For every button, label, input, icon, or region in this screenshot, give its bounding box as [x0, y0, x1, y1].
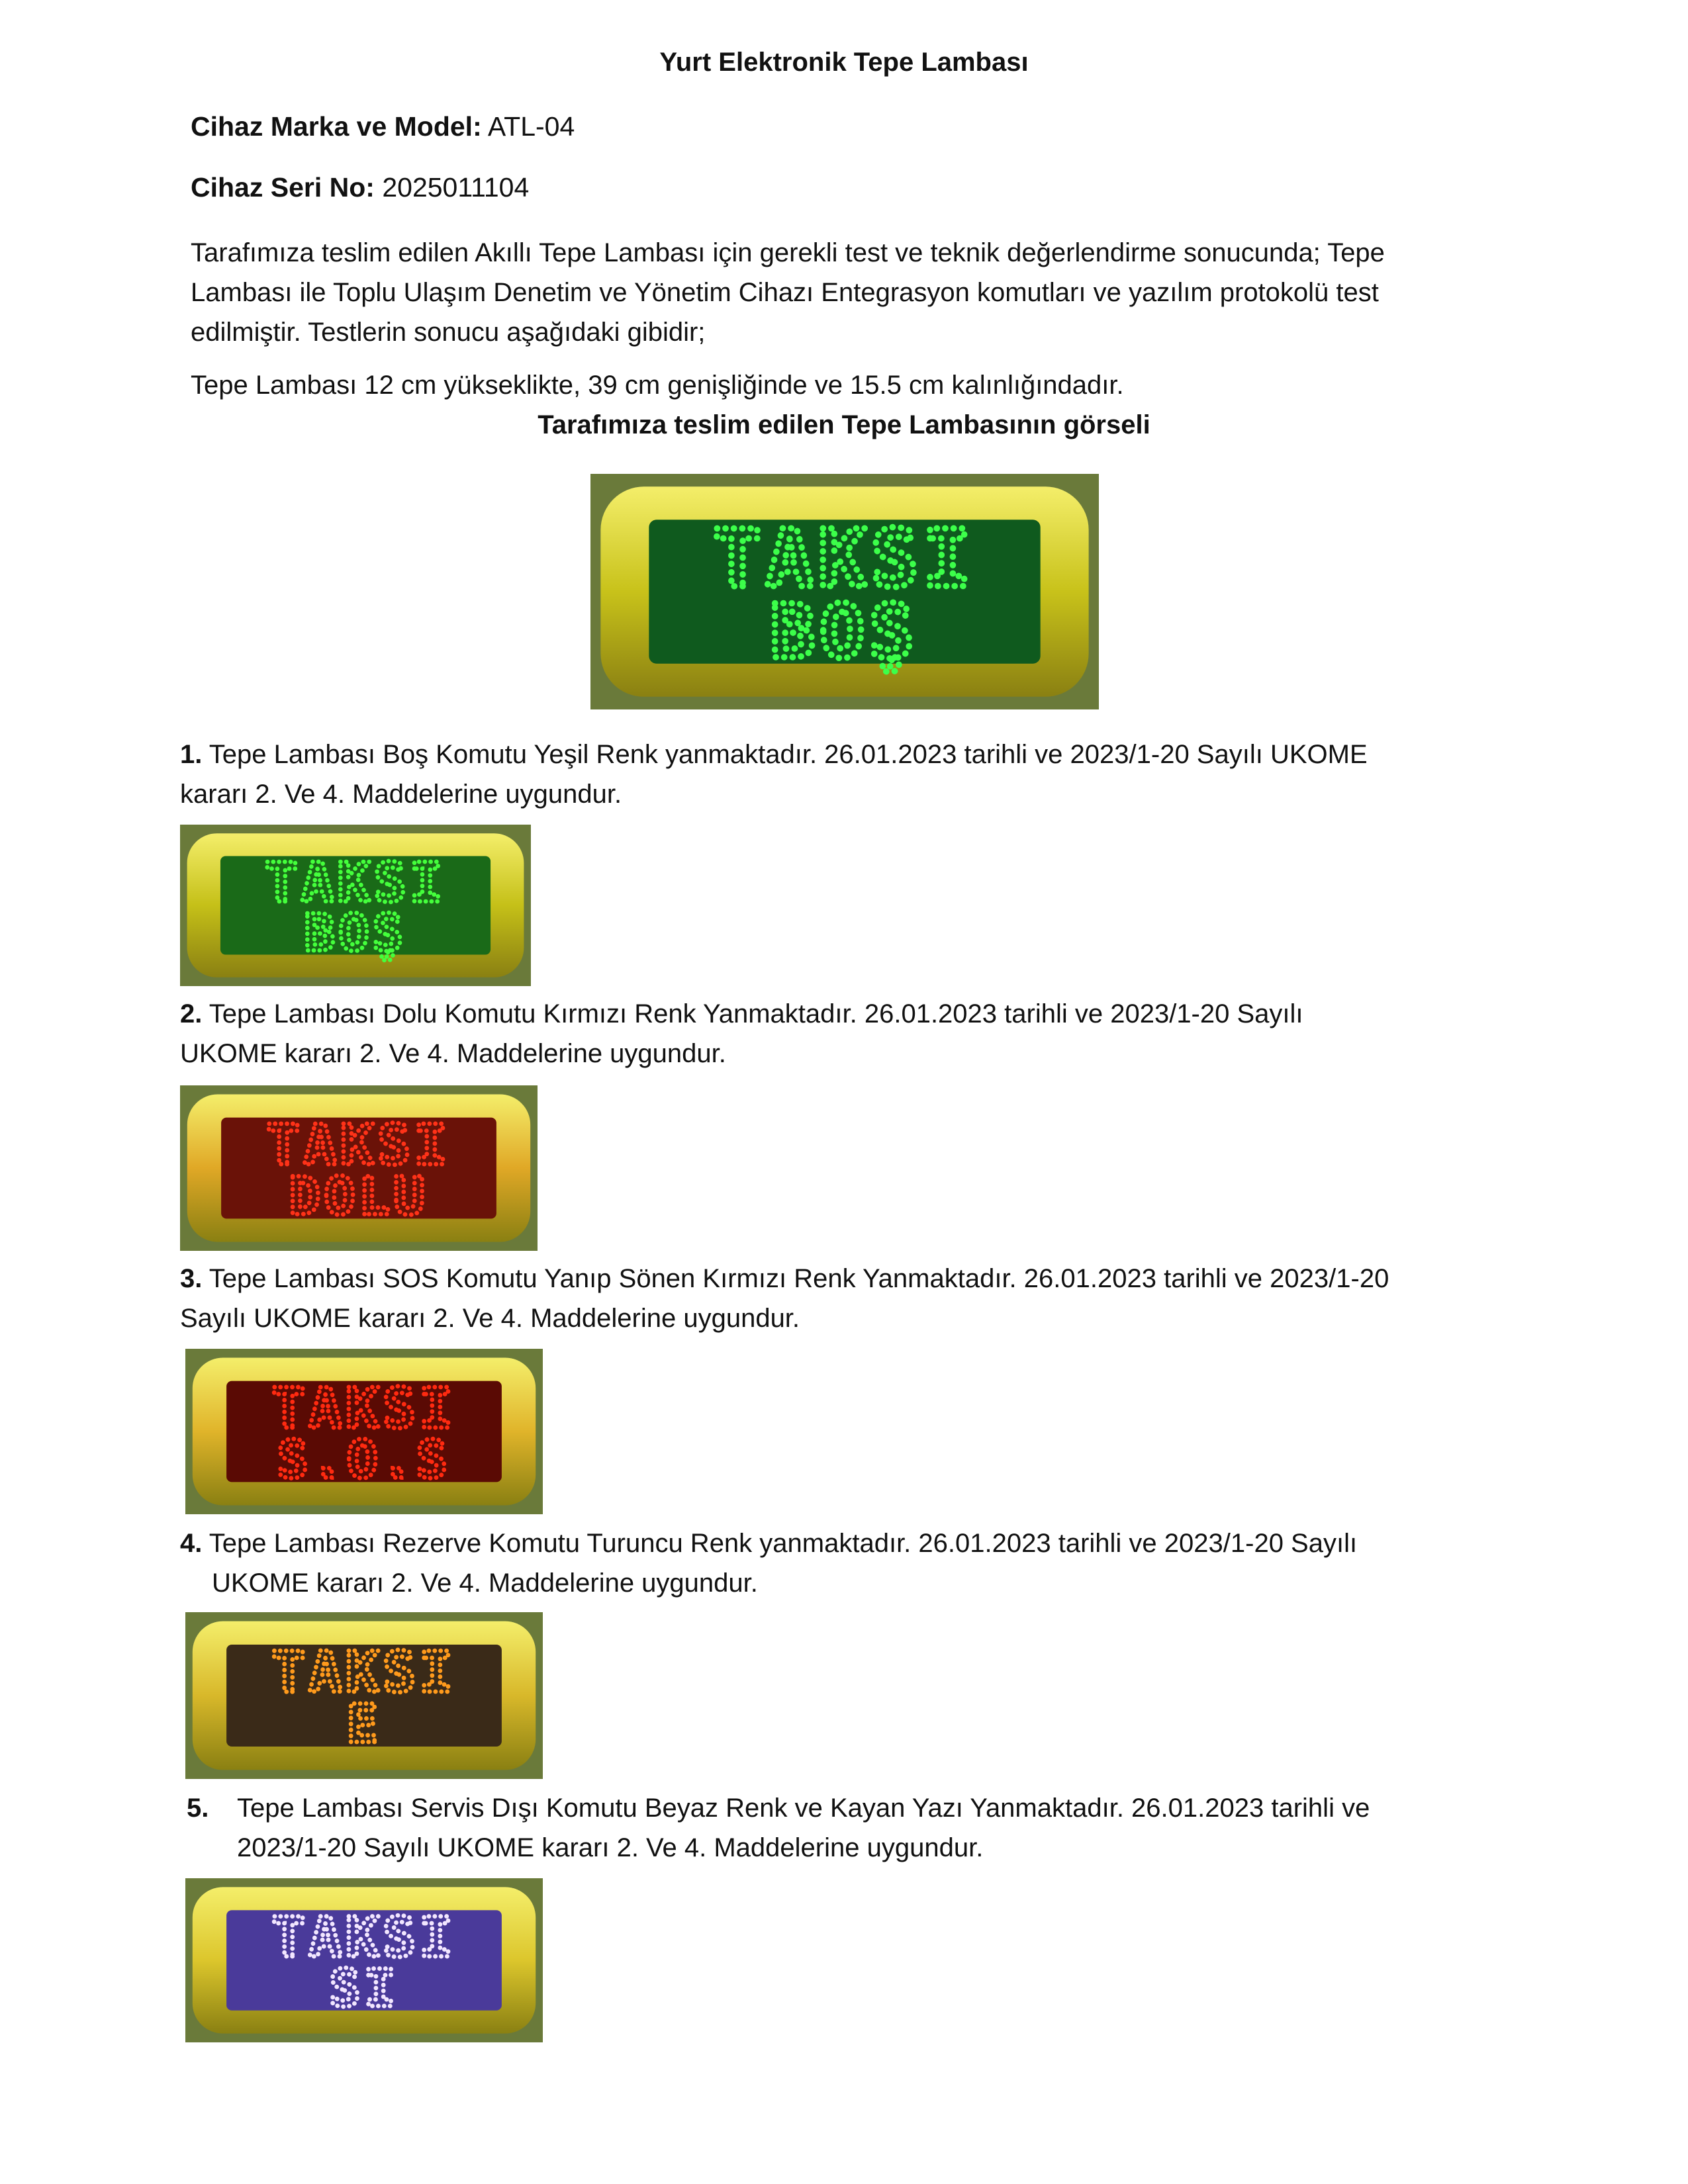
intro-line: edilmiştir. Testlerin sonucu aşağıdaki gibidir; — [191, 318, 706, 347]
led-text: TAKSI — [271, 1905, 457, 1970]
item-text: Tepe Lambası Boş Komutu Yeşil Renk yanmaktadır. 26.01.2023 tarihli ve 2023/1-20 Sayılı UKOME — [209, 740, 1368, 769]
intro-line: Tarafımıza teslim edilen Akıllı Tepe Lambası için gerekli test ve teknik değerlendirme sonucunda; Tepe — [191, 238, 1385, 267]
item-text: Tepe Lambası Servis Dışı Komutu Beyaz Renk ve Kayan Yazı Yanmaktadır. 26.01.2023 tarihli ve — [237, 1794, 1370, 1823]
lamp-illustration — [185, 1349, 543, 1514]
list-item — [180, 1259, 1389, 1338]
device-model-value: ATL-04 — [487, 111, 575, 142]
lamp-photo-bos — [180, 825, 531, 986]
intro-paragraph — [191, 233, 1488, 352]
lamp-photo-rezerve — [185, 1612, 543, 1779]
device-serial-row — [191, 172, 529, 203]
led-text: TAKSI — [713, 513, 976, 606]
led-text: DOLU — [289, 1166, 429, 1227]
led-text: TAKSI — [265, 852, 446, 915]
led-text: TAKSI — [271, 1639, 457, 1705]
device-model-label: Cihaz Marka ve Model: — [191, 111, 482, 142]
list-item — [180, 1524, 1357, 1603]
led-text: E — [346, 1693, 382, 1755]
device-model-row — [191, 111, 575, 142]
item-text: kararı 2. Ve 4. Maddelerine uygundur. — [180, 780, 622, 809]
item-text: Tepe Lambası SOS Komutu Yanıp Sönen Kırmızı Renk Yanmaktadır. 26.01.2023 tarihli ve 2023/1-20 — [209, 1264, 1389, 1293]
item-number: 4. — [180, 1529, 203, 1558]
lamp-illustration — [185, 1878, 543, 2042]
item-text: UKOME kararı 2. Ve 4. Maddelerine uygundur. — [212, 1569, 758, 1598]
led-text: S.O.S — [277, 1430, 451, 1490]
item-number: 5. — [187, 1794, 209, 1823]
item-text: Tepe Lambası Dolu Komutu Kırmızı Renk Yanmaktadır. 26.01.2023 tarihli ve 2023/1-20 Sayılı — [209, 999, 1303, 1028]
device-serial-label: Cihaz Seri No: — [191, 172, 375, 203]
item-text: Sayılı UKOME kararı 2. Ve 4. Maddelerine uygundur. — [180, 1304, 800, 1333]
led-text: TAKSI — [266, 1112, 451, 1177]
lamp-illustration — [180, 825, 531, 986]
led-text: BOŞ — [304, 904, 407, 963]
lamp-photo-servis-disi — [185, 1878, 543, 2042]
device-serial-value: 2025011104 — [382, 172, 530, 203]
list-item — [180, 735, 1368, 814]
gallery-title: Tarafımıza teslim edilen Tepe Lambasının görseli — [538, 410, 1150, 439]
item-number: 3. — [180, 1264, 203, 1293]
lamp-illustration — [180, 1085, 538, 1251]
led-text: TAKSI — [271, 1375, 457, 1441]
dimensions-text: Tepe Lambası 12 cm yükseklikte, 39 cm genişliğinde ve 15.5 cm kalınlığındadır. — [191, 371, 1124, 400]
lamp-illustration — [185, 1612, 543, 1779]
led-text: SI — [329, 1959, 399, 2019]
item-text: UKOME kararı 2. Ve 4. Maddelerine uygundur. — [180, 1039, 726, 1068]
page-title: Yurt Elektronik Tepe Lambası — [659, 48, 1029, 77]
item-text: 2023/1-20 Sayılı UKOME kararı 2. Ve 4. Maddelerine uygundur. — [237, 1833, 984, 1862]
list-item — [180, 994, 1303, 1073]
lamp-photo-sos — [185, 1349, 543, 1514]
lamp-photo-dolu — [180, 1085, 538, 1251]
item-text: Tepe Lambası Rezerve Komutu Turuncu Renk yanmaktadır. 26.01.2023 tarihli ve 2023/1-20 Sayılı — [209, 1529, 1358, 1558]
item-number: 2. — [180, 999, 203, 1028]
led-text: BOŞ — [770, 589, 919, 676]
intro-line: Lambası ile Toplu Ulaşım Denetim ve Yönetim Cihazı Entegrasyon komutları ve yazılım protokolü test — [191, 278, 1379, 307]
list-item — [187, 1788, 1370, 1868]
item-number: 1. — [180, 740, 203, 769]
lamp-photo-main — [590, 474, 1099, 709]
lamp-illustration — [590, 474, 1099, 709]
